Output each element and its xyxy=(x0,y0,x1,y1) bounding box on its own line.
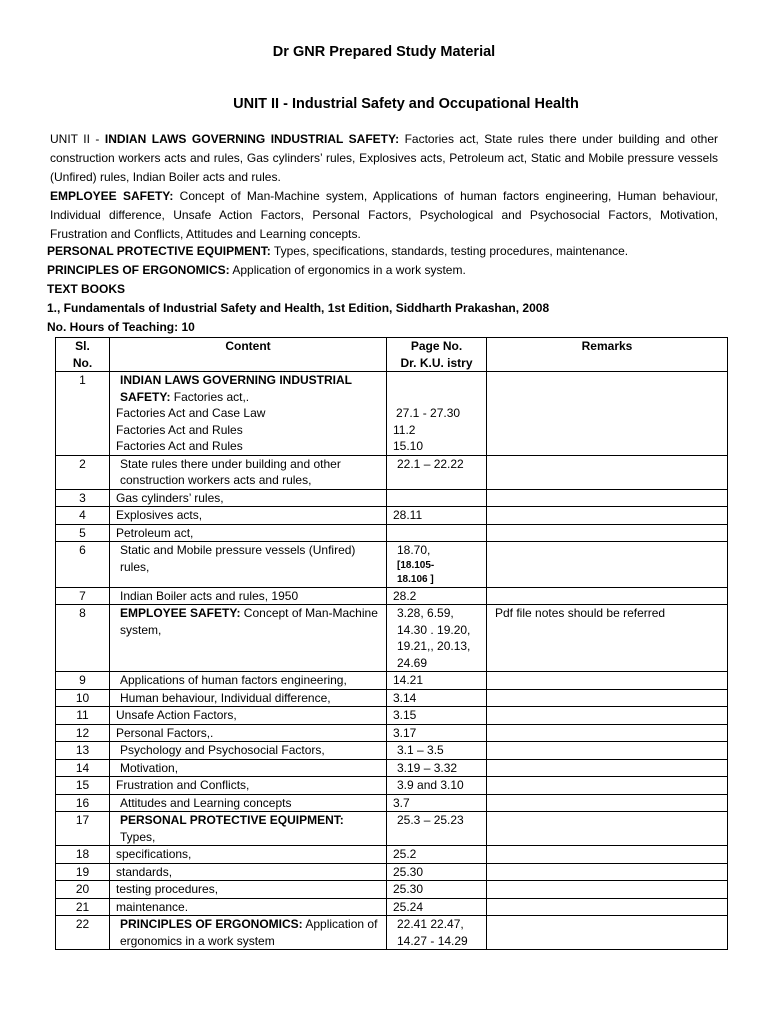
row-content: specifications, xyxy=(110,846,387,864)
syllabus-laws xyxy=(50,130,718,187)
row-content: EMPLOYEE SAFETY: Concept of Man-Machine system, xyxy=(110,605,387,672)
employee-text: Concept of Man-Machine system, Applications of human factors engineering, Human behaviour, Individual difference, Unsafe Action Factors, Personal Factors, Psychological and Psychosocial Factors, Motivation, Frustration and Conflicts, Attitudes and Learning concepts. xyxy=(50,189,718,241)
table-row xyxy=(56,724,728,742)
row-remarks: Pdf file notes should be referred xyxy=(487,605,728,672)
row-remarks xyxy=(487,881,728,899)
ppe-heading: PERSONAL PROTECTIVE EQUIPMENT: xyxy=(47,244,271,258)
row-remarks xyxy=(487,742,728,760)
row-content: Indian Boiler acts and rules, 1950 xyxy=(110,587,387,605)
row-page: 3.15 xyxy=(387,707,487,725)
header-remarks: Remarks xyxy=(487,338,728,372)
ergo-heading: PRINCIPLES OF ERGONOMICS: xyxy=(47,263,230,277)
row-remarks xyxy=(487,846,728,864)
row-number: 12 xyxy=(56,724,110,742)
row-page: 25.30 xyxy=(387,863,487,881)
row-number: 11 xyxy=(56,707,110,725)
table-row xyxy=(56,707,728,725)
table-row xyxy=(56,542,728,588)
row-content: Personal Factors,. xyxy=(110,724,387,742)
row-number: 5 xyxy=(56,524,110,542)
row-number: 2 xyxy=(56,455,110,489)
row-remarks xyxy=(487,812,728,846)
row-page: 3.14 xyxy=(387,689,487,707)
header-content: Content xyxy=(110,338,387,372)
row-remarks xyxy=(487,507,728,525)
table-row xyxy=(56,605,728,672)
row-number: 8 xyxy=(56,605,110,672)
table-row xyxy=(56,846,728,864)
employee-heading: EMPLOYEE SAFETY: xyxy=(50,189,174,203)
row-number: 14 xyxy=(56,759,110,777)
row-remarks xyxy=(487,542,728,588)
row-remarks xyxy=(487,689,728,707)
row-remarks xyxy=(487,898,728,916)
table-row xyxy=(56,742,728,760)
syllabus-employee xyxy=(50,187,718,244)
row-number: 15 xyxy=(56,777,110,795)
row-page: 3.1 – 3.5 xyxy=(387,742,487,760)
row-number: 20 xyxy=(56,881,110,899)
table-row xyxy=(56,916,728,950)
laws-text: Factories act, State rules there under building and other construction workers acts and rules, Gas cylinders’ rules, Explosives acts, Petroleum act, Static and Mobile pressure vessels (Unfired) rules, Indian Boiler acts and rules. xyxy=(50,132,719,184)
row-remarks xyxy=(487,489,728,507)
unit-title: UNIT II - Industrial Safety and Occupational Health xyxy=(233,96,579,112)
row-remarks xyxy=(487,707,728,725)
row-remarks xyxy=(487,863,728,881)
table-row xyxy=(56,863,728,881)
row-content: Frustration and Conflicts, xyxy=(110,777,387,795)
table-row xyxy=(56,489,728,507)
row-page: 25.24 xyxy=(387,898,487,916)
row-content: Applications of human factors engineering, xyxy=(110,672,387,690)
row-page: 28.11 xyxy=(387,507,487,525)
header-page-no: Page No. Dr. K.U. istry xyxy=(387,338,487,372)
table-row xyxy=(56,898,728,916)
ppe-text: Types, specifications, standards, testing procedures, maintenance. xyxy=(270,244,629,258)
row-content: Attitudes and Learning concepts xyxy=(110,794,387,812)
row-remarks xyxy=(487,372,728,456)
row-number: 17 xyxy=(56,812,110,846)
row-page: 27.1 - 27.30 11.2 15.10 xyxy=(387,372,487,456)
page-title: Dr GNR Prepared Study Material xyxy=(272,44,496,60)
row-number: 7 xyxy=(56,587,110,605)
topics-table xyxy=(55,337,728,950)
row-remarks xyxy=(487,587,728,605)
row-content: Motivation, xyxy=(110,759,387,777)
row-page: 18.70, [18.105-18.106 ] xyxy=(387,542,487,588)
row-page: 28.2 xyxy=(387,587,487,605)
row-remarks xyxy=(487,724,728,742)
row-page: 22.41 22.47, 14.27 - 14.29 xyxy=(387,916,487,950)
row-content: Psychology and Psychosocial Factors, xyxy=(110,742,387,760)
row-number: 16 xyxy=(56,794,110,812)
row-content: Human behaviour, Individual difference, xyxy=(110,689,387,707)
text-books-label: TEXT BOOKS xyxy=(47,282,126,296)
row-number: 19 xyxy=(56,863,110,881)
row-content: State rules there under building and other construction workers acts and rules, xyxy=(110,455,387,489)
row-page: 25.3 – 25.23 xyxy=(387,812,487,846)
row-page xyxy=(387,524,487,542)
row-number: 4 xyxy=(56,507,110,525)
table-row xyxy=(56,777,728,795)
row-remarks xyxy=(487,455,728,489)
row-number: 9 xyxy=(56,672,110,690)
row-content: Unsafe Action Factors, xyxy=(110,707,387,725)
row-remarks xyxy=(487,672,728,690)
table-row xyxy=(56,881,728,899)
row-number: 13 xyxy=(56,742,110,760)
row-remarks xyxy=(487,777,728,795)
row-page: 22.1 – 22.22 xyxy=(387,455,487,489)
table-row xyxy=(56,455,728,489)
row-content: PRINCIPLES OF ERGONOMICS: Application of ergonomics in a work system xyxy=(110,916,387,950)
row-number: 18 xyxy=(56,846,110,864)
row-content: PERSONAL PROTECTIVE EQUIPMENT: Types, xyxy=(110,812,387,846)
row-page: 14.21 xyxy=(387,672,487,690)
row-number: 6 xyxy=(56,542,110,588)
table-row xyxy=(56,587,728,605)
row-page: 3.9 and 3.10 xyxy=(387,777,487,795)
row-content: maintenance. xyxy=(110,898,387,916)
row-remarks xyxy=(487,759,728,777)
syllabus-ergonomics xyxy=(47,261,466,280)
row-remarks xyxy=(487,916,728,950)
row-page: 3.17 xyxy=(387,724,487,742)
row-page: 3.28, 6.59, 14.30 . 19.20, 19.21,, 20.13, 24.69 xyxy=(387,605,487,672)
row-content: testing procedures, xyxy=(110,881,387,899)
table-header-row xyxy=(56,338,728,372)
row-page: 3.7 xyxy=(387,794,487,812)
row-page: 25.30 xyxy=(387,881,487,899)
row-remarks xyxy=(487,794,728,812)
row-content: Static and Mobile pressure vessels (Unfired) rules, xyxy=(110,542,387,588)
table-row xyxy=(56,689,728,707)
header-sl-no: Sl. No. xyxy=(56,338,110,372)
row-number: 3 xyxy=(56,489,110,507)
row-page: 3.19 – 3.32 xyxy=(387,759,487,777)
row-number: 22 xyxy=(56,916,110,950)
row-page xyxy=(387,489,487,507)
row-remarks xyxy=(487,524,728,542)
row-content: standards, xyxy=(110,863,387,881)
row-content: INDIAN LAWS GOVERNING INDUSTRIAL SAFETY: Factories act,. Factories Act and Case Law Factories Act and Rules Factories Act and Rules xyxy=(110,372,387,456)
table-row xyxy=(56,372,728,456)
unit-prefix: UNIT II - xyxy=(50,132,105,146)
table-row xyxy=(56,812,728,846)
row-content: Explosives acts, xyxy=(110,507,387,525)
text-book-1: 1., Fundamentals of Industrial Safety and Health, 1st Edition, Siddharth Prakashan, 2008 xyxy=(47,301,550,315)
table-row xyxy=(56,672,728,690)
row-content: Petroleum act, xyxy=(110,524,387,542)
row-number: 1 xyxy=(56,372,110,456)
row-number: 21 xyxy=(56,898,110,916)
table-row xyxy=(56,507,728,525)
ergo-text: Application of ergonomics in a work system. xyxy=(229,263,466,277)
syllabus-ppe xyxy=(47,242,628,261)
row-number: 10 xyxy=(56,689,110,707)
syllabus xyxy=(50,130,718,244)
row-page: 25.2 xyxy=(387,846,487,864)
table-row xyxy=(56,794,728,812)
teaching-hours: No. Hours of Teaching: 10 xyxy=(47,320,195,334)
table-row xyxy=(56,759,728,777)
laws-heading: INDIAN LAWS GOVERNING INDUSTRIAL SAFETY: xyxy=(104,132,400,146)
row-content: Gas cylinders’ rules, xyxy=(110,489,387,507)
table-row xyxy=(56,524,728,542)
